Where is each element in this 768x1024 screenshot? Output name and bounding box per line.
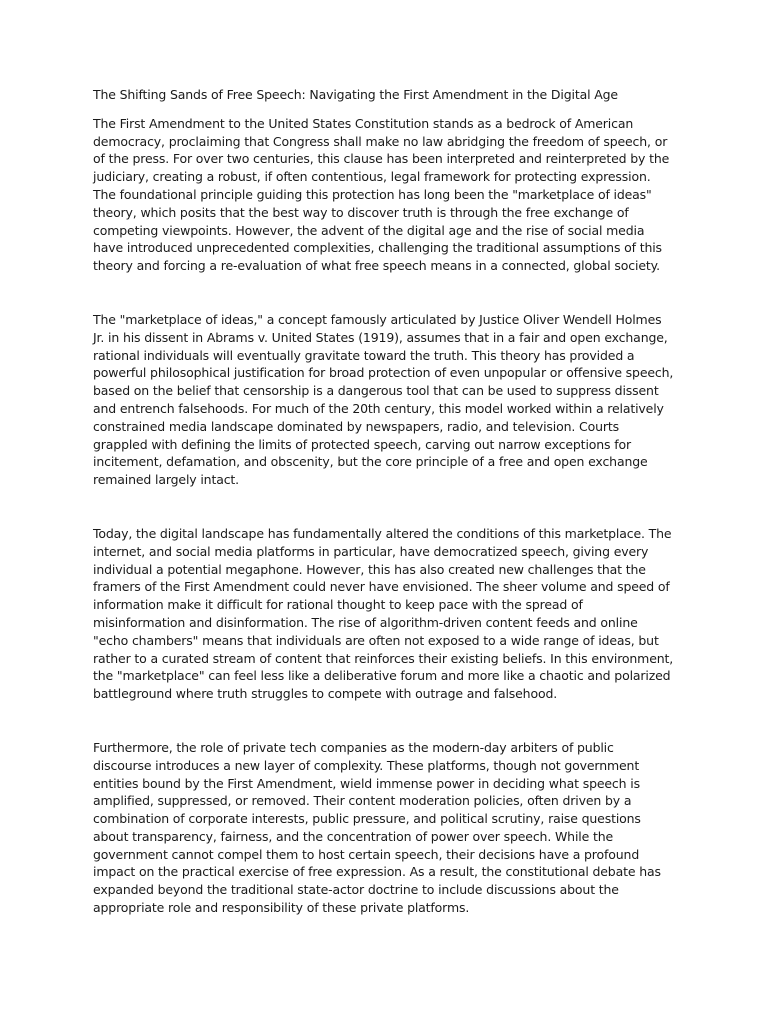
document-title: The Shifting Sands of Free Speech: Navigating the First Amendment in the Digital Age <box>93 87 618 102</box>
paragraph-2: The "marketplace of ideas," a concept famously articulated by Justice Oliver Wendell Holmes Jr. in his dissent in Abrams v. United States (1919), assumes that in a fair and open exchange, rational individuals will eventually gravitate toward the truth. This theory has provided a powerful philosophical justification for broad protection of even unpopular or offensive speech, based on the belief that censorship is a dangerous tool that can be used to suppress dissent and entrench falsehoods. For much of the 20th century, this model worked within a relatively constrained media landscape dominated by newspapers, radio, and television. Courts grappled with defining the limits of protected speech, carving out narrow exceptions for incitement, defamation, and obscenity, but the core principle of a free and open exchange remained largely intact. <box>93 311 674 488</box>
paragraph-4: Furthermore, the role of private tech companies as the modern-day arbiters of public discourse introduces a new layer of complexity. These platforms, though not government entities bound by the First Amendment, wield immense power in deciding what speech is amplified, suppressed, or removed. Their content moderation policies, often driven by a combination of corporate interests, public pressure, and political scrutiny, raise questions about transparency, fairness, and the concentration of power over speech. While the government cannot compel them to host certain speech, their decisions have a profound impact on the practical exercise of free expression. As a result, the constitutional debate has expanded beyond the traditional state-actor doctrine to include discussions about the appropriate role and responsibility of these private platforms. <box>93 739 661 916</box>
paragraph-1: The First Amendment to the United States Constitution stands as a bedrock of American democracy, proclaiming that Congress shall make no law abridging the freedom of speech, or of the press. For over two centuries, this clause has been interpreted and reinterpreted by the judiciary, creating a robust, if often contentious, legal framework for protecting expression. The foundational principle guiding this protection has long been the "marketplace of ideas" theory, which posits that the best way to discover truth is through the free exchange of competing viewpoints. However, the advent of the digital age and the rise of social media have introduced unprecedented complexities, challenging the traditional assumptions of this theory and forcing a re-evaluation of what free speech means in a connected, global society. <box>93 115 670 274</box>
document-page <box>93 86 675 953</box>
paragraph-3: Today, the digital landscape has fundamentally altered the conditions of this marketplace. The internet, and social media platforms in particular, have democratized speech, giving every individual a potential megaphone. However, this has also created new challenges that the framers of the First Amendment could never have envisioned. The sheer volume and speed of information make it difficult for rational thought to keep pace with the spread of misinformation and disinformation. The rise of algorithm-driven content feeds and online "echo chambers" means that individuals are often not exposed to a wide range of ideas, but rather to a curated stream of content that reinforces their existing beliefs. In this environment, the "marketplace" can feel less like a deliberative forum and more like a chaotic and polarized battleground where truth struggles to compete with outrage and falsehood. <box>93 525 674 702</box>
